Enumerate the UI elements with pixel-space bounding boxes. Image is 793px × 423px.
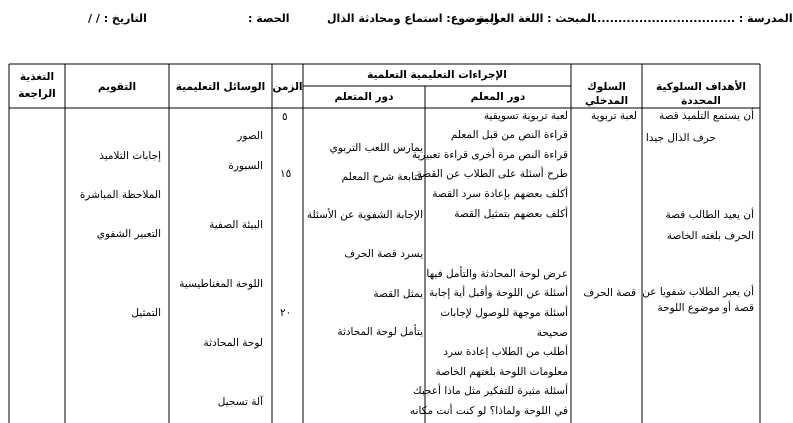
media-item: آلة تسجيل [217,396,263,408]
objective-line: قصة أو موضوع اللوحة [657,302,754,314]
objective-line: الحرف بلغته الخاصة [666,230,754,242]
col-feedback-header: التغذية الراجعة [18,71,56,100]
teacher-step: أسئلة موجهة للوصول لإجابات [440,307,568,319]
entry-item: لعبة تربوية [590,110,637,122]
col-time-header: الزمن [272,81,303,93]
teacher-step: قراءة النص من قبل المعلم [450,129,568,141]
objective-line: أن يستمع التلميذ قصة [658,110,754,122]
learner-step: يمثل القصة [373,288,423,300]
col-teacher-header: دور المعلم [470,91,526,103]
teacher-step: قراءة النص مرة أخرى قراءة تعبيرية [411,149,568,161]
col-learner-header: دور المتعلم [334,91,394,103]
media-item: لوحة المحادثة [203,337,263,349]
media-item: السبورة [228,160,263,172]
learner-step: متابعة شرح المعلم [341,171,423,183]
col-procedures-header: الإجراءات التعليمية التعلمية [367,69,507,81]
learner-step: الإجابة الشفوية عن الأسئلة [306,209,423,221]
date-field: التاريخ : / / [88,12,147,25]
teacher-step: أكلف بعضهم بتمثيل القصة [454,208,568,220]
objective-line: أن يعبر الطلاب شفويا عن [642,286,754,298]
teacher-step: أسئلة عن اللوحة وأقبل أية إجابة [429,287,568,299]
teacher-step: معلومات اللوحة بلغتهم الخاصة [435,366,568,378]
entry-item: قصة الحرف [583,287,636,299]
topic-field: الموضوع: استماع ومحادثة الذال [327,12,498,25]
learner-step: يتأمل لوحة المحادثة [337,326,423,338]
col-entry-header: السلوك المدخلي [584,81,629,107]
subject-field: المبحث : اللغة العربية [478,12,595,25]
time-value: ٢٠ [280,307,292,319]
teacher-step: لعبة تربوية تسويقية [483,110,568,122]
time-value: ٥ [282,111,288,123]
assessment-item: التعبير الشفوي [96,228,161,240]
teacher-step: عرض لوحة المحادثة والتأمل فيها [426,268,568,280]
teacher-step: أطلب من الطلاب إعادة سرد [443,346,568,358]
objective-line: أن يعيد الطالب قصة [665,209,754,221]
assessment-item: التمثيل [131,307,161,319]
col-objectives-header: الأهداف السلوكية المحددة [655,81,747,107]
time-value: ١٥ [280,168,292,180]
media-item: اللوحة المغناطيسية [179,278,263,290]
col-assessment-header: التقويم [97,81,137,93]
media-item: الصور [237,130,263,142]
teacher-step: صحيحة [536,327,568,339]
teacher-step: طرح أسئلة على الطلاب عن القصة [416,168,568,180]
assessment-item: الملاحظة المباشرة [79,189,161,201]
teacher-step: في اللوحة ولماذا؟ لو كنت أنت مكانه [409,405,568,417]
teacher-step: أكلف بعضهم بإعادة سرد القصة [432,188,568,200]
objective-line: حرف الذال جيدا [645,132,716,144]
teacher-step: أسئلة مثيرة للتفكير مثل ماذا أعجبك [413,385,568,397]
session-field: الحصة : [248,12,290,25]
learner-step: يمارس اللعب التربوي [329,142,423,154]
learner-step: يسرد قصة الحرف [344,248,423,260]
school-field: المدرسة : .................................. [593,12,793,25]
media-item: البيئة الصفية [209,219,263,231]
col-media-header: الوسائل التعليمية [175,81,266,93]
assessment-item: إجابات التلاميذ [99,150,161,162]
